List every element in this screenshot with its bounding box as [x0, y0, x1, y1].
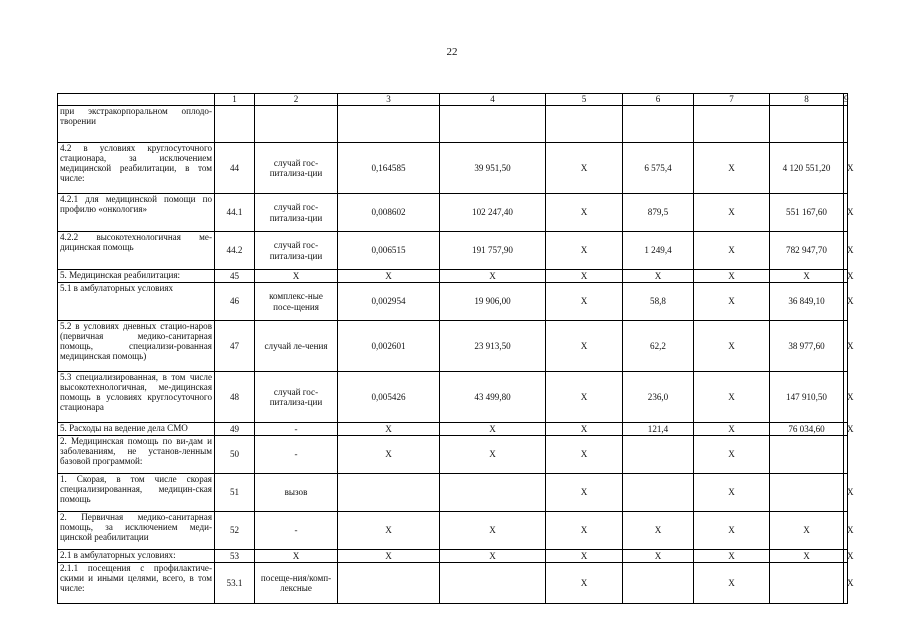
- value-cell: Х: [844, 423, 848, 436]
- value-cell: Х: [623, 550, 694, 563]
- value-cell: Х: [844, 563, 848, 604]
- row-number-cell: 47: [215, 321, 255, 372]
- value-cell: случай гос-питализа-ции: [255, 372, 338, 423]
- value-cell: [623, 436, 694, 474]
- value-cell: [770, 436, 844, 474]
- header-cell: 9: [844, 94, 849, 105]
- value-cell: Х: [844, 283, 848, 321]
- value-cell: Х: [694, 436, 770, 474]
- value-cell: Х: [546, 563, 623, 604]
- value-cell: 147 910,50: [770, 372, 844, 423]
- value-cell: случай ле-чения: [255, 321, 338, 372]
- value-cell: Х: [694, 372, 770, 423]
- table-row: [58, 321, 848, 372]
- value-cell: [770, 563, 844, 604]
- table-header-row: [58, 94, 848, 106]
- row-label-cell: 5. Расходы на ведение дела СМО: [58, 423, 215, 436]
- value-cell: Х: [546, 270, 623, 283]
- value-cell: посеще-ния/комп-лексные: [255, 563, 338, 604]
- row-label-cell: 5.3 специализированная, в том числе высокотехнологичная, ме-дицинская помощь в условиях круглосуточного стационара: [58, 372, 215, 423]
- row-label-cell: 5.2 в условиях дневных стацио-наров (первичная медико-санитарная помощь, специализи-рованная медицинская помощь): [58, 321, 215, 372]
- value-cell: Х: [440, 270, 546, 283]
- row-label-cell: 2.1 в амбулаторных условиях:: [58, 550, 215, 563]
- value-cell: 19 906,00: [440, 283, 546, 321]
- value-cell: [440, 474, 546, 512]
- value-cell: [546, 106, 623, 143]
- value-cell: Х: [844, 321, 848, 372]
- value-cell: [440, 563, 546, 604]
- header-cell: 3: [338, 94, 440, 106]
- value-cell: [694, 106, 770, 143]
- value-cell: Х: [338, 423, 440, 436]
- row-number-cell: 44: [215, 143, 255, 194]
- value-cell: Х: [255, 550, 338, 563]
- value-cell: 0,008602: [338, 194, 440, 232]
- value-cell: -: [255, 436, 338, 474]
- value-cell: Х: [255, 270, 338, 283]
- value-cell: Х: [770, 512, 844, 550]
- value-cell: 121,4: [623, 423, 694, 436]
- header-cell: 6: [623, 94, 694, 106]
- value-cell: 782 947,70: [770, 232, 844, 270]
- value-cell: Х: [844, 232, 848, 270]
- value-cell: Х: [338, 436, 440, 474]
- value-cell: 191 757,90: [440, 232, 546, 270]
- row-number-cell: 45: [215, 270, 255, 283]
- row-number-cell: [215, 106, 255, 143]
- table-row: [58, 563, 848, 604]
- value-cell: [623, 474, 694, 512]
- value-cell: Х: [694, 143, 770, 194]
- row-label-cell: 4.2 в условиях круглосуточного стационара, за исключением медицинской реабилитации, в том числе:: [58, 143, 215, 194]
- header-cell: 5: [546, 94, 623, 106]
- value-cell: Х: [694, 423, 770, 436]
- value-cell: Х: [770, 270, 844, 283]
- value-cell: Х: [546, 474, 623, 512]
- value-cell: 0,002601: [338, 321, 440, 372]
- value-cell: Х: [844, 372, 848, 423]
- value-cell: [338, 563, 440, 604]
- header-cell-blank: [58, 94, 215, 106]
- value-cell: [770, 106, 844, 143]
- header-cell: 2: [255, 94, 338, 106]
- value-cell: случай гос-питализа-ции: [255, 143, 338, 194]
- value-cell: [844, 436, 848, 474]
- value-cell: 0,002954: [338, 283, 440, 321]
- row-label-cell: 1. Скорая, в том числе скорая специализированная, медицин-ская помощь: [58, 474, 215, 512]
- value-cell: Х: [694, 270, 770, 283]
- row-number-cell: 44.1: [215, 194, 255, 232]
- value-cell: 236,0: [623, 372, 694, 423]
- value-cell: 6 575,4: [623, 143, 694, 194]
- value-cell: Х: [546, 423, 623, 436]
- data-table: [57, 93, 854, 604]
- row-number-cell: 53.1: [215, 563, 255, 604]
- value-cell: 43 499,80: [440, 372, 546, 423]
- value-cell: Х: [844, 194, 848, 232]
- value-cell: Х: [694, 550, 770, 563]
- value-cell: 36 849,10: [770, 283, 844, 321]
- row-label-cell: 2.1.1 посещения с профилактиче-скими и иными целями, всего, в том числе:: [58, 563, 215, 604]
- value-cell: 1 249,4: [623, 232, 694, 270]
- value-cell: Х: [844, 474, 848, 512]
- value-cell: [338, 106, 440, 143]
- value-cell: Х: [694, 283, 770, 321]
- header-cell: 7: [694, 94, 770, 106]
- value-cell: Х: [440, 550, 546, 563]
- table-row: [58, 436, 848, 474]
- value-cell: Х: [546, 283, 623, 321]
- table-row: [58, 512, 848, 550]
- value-cell: случай гос-питализа-ции: [255, 232, 338, 270]
- value-cell: случай гос-питализа-ции: [255, 194, 338, 232]
- value-cell: 0,006515: [338, 232, 440, 270]
- value-cell: Х: [546, 232, 623, 270]
- value-cell: Х: [338, 550, 440, 563]
- table-row: [58, 143, 848, 194]
- header-cell: 1: [215, 94, 255, 106]
- value-cell: [338, 474, 440, 512]
- value-cell: Х: [844, 512, 848, 550]
- value-cell: Х: [546, 436, 623, 474]
- table-row: [58, 283, 848, 321]
- value-cell: комплекс-ные посе-щения: [255, 283, 338, 321]
- row-label-cell: 4.2.2 высокотехнологичная ме-дицинская помощь: [58, 232, 215, 270]
- value-cell: 0,005426: [338, 372, 440, 423]
- value-cell: Х: [546, 550, 623, 563]
- row-number-cell: 49: [215, 423, 255, 436]
- value-cell: Х: [338, 512, 440, 550]
- table-row: [58, 194, 848, 232]
- row-number-cell: 52: [215, 512, 255, 550]
- row-label-cell: 2. Медицинская помощь по ви-дам и заболеваниям, не установ-ленным базовой программой:: [58, 436, 215, 474]
- row-label-cell: 5.1 в амбулаторных условиях: [58, 283, 215, 321]
- row-label-cell: 4.2.1 для медицинской помощи по профилю «онкология»: [58, 194, 215, 232]
- row-label-cell: при экстракорпоральном оплодо-творении: [58, 106, 215, 143]
- table-row: [58, 550, 848, 563]
- value-cell: Х: [440, 512, 546, 550]
- row-number-cell: 51: [215, 474, 255, 512]
- row-number-cell: 50: [215, 436, 255, 474]
- value-cell: -: [255, 423, 338, 436]
- value-cell: [770, 474, 844, 512]
- page-number: 22: [446, 46, 458, 58]
- value-cell: [844, 106, 848, 143]
- value-cell: Х: [546, 143, 623, 194]
- row-number-cell: 44.2: [215, 232, 255, 270]
- row-label-cell: 2. Первичная медико-санитарная помощь, за исключением меди-цинской реабилитации: [58, 512, 215, 550]
- row-label-cell: 5. Медицинская реабилитация:: [58, 270, 215, 283]
- value-cell: Х: [844, 270, 848, 283]
- value-cell: Х: [694, 232, 770, 270]
- value-cell: Х: [440, 436, 546, 474]
- value-cell: Х: [694, 474, 770, 512]
- header-cell: 4: [440, 94, 546, 106]
- value-cell: Х: [440, 423, 546, 436]
- row-number-cell: 46: [215, 283, 255, 321]
- value-cell: Х: [694, 321, 770, 372]
- value-cell: Х: [770, 550, 844, 563]
- value-cell: Х: [546, 321, 623, 372]
- value-cell: Х: [623, 512, 694, 550]
- value-cell: 551 167,60: [770, 194, 844, 232]
- table-row: [58, 270, 848, 283]
- value-cell: [623, 563, 694, 604]
- value-cell: Х: [546, 372, 623, 423]
- table-row: [58, 232, 848, 270]
- value-cell: Х: [694, 512, 770, 550]
- value-cell: Х: [844, 550, 848, 563]
- value-cell: 102 247,40: [440, 194, 546, 232]
- row-number-cell: 53: [215, 550, 255, 563]
- value-cell: [623, 106, 694, 143]
- value-cell: -: [255, 512, 338, 550]
- table-row: [58, 372, 848, 423]
- table-row: [58, 106, 848, 143]
- value-cell: 76 034,60: [770, 423, 844, 436]
- value-cell: 879,5: [623, 194, 694, 232]
- value-cell: Х: [694, 194, 770, 232]
- value-cell: 58,8: [623, 283, 694, 321]
- value-cell: 4 120 551,20: [770, 143, 844, 194]
- value-cell: 38 977,60: [770, 321, 844, 372]
- table-row: [58, 474, 848, 512]
- value-cell: Х: [546, 512, 623, 550]
- row-number-cell: 48: [215, 372, 255, 423]
- value-cell: Х: [623, 270, 694, 283]
- value-cell: 23 913,50: [440, 321, 546, 372]
- value-cell: 62,2: [623, 321, 694, 372]
- value-cell: [440, 106, 546, 143]
- value-cell: 39 951,50: [440, 143, 546, 194]
- value-cell: Х: [338, 270, 440, 283]
- value-cell: Х: [694, 563, 770, 604]
- value-cell: Х: [546, 194, 623, 232]
- value-cell: 0,164585: [338, 143, 440, 194]
- header-cell: 8: [770, 94, 844, 106]
- table-row: [58, 423, 848, 436]
- value-cell: Х: [844, 143, 848, 194]
- value-cell: [255, 106, 338, 143]
- value-cell: вызов: [255, 474, 338, 512]
